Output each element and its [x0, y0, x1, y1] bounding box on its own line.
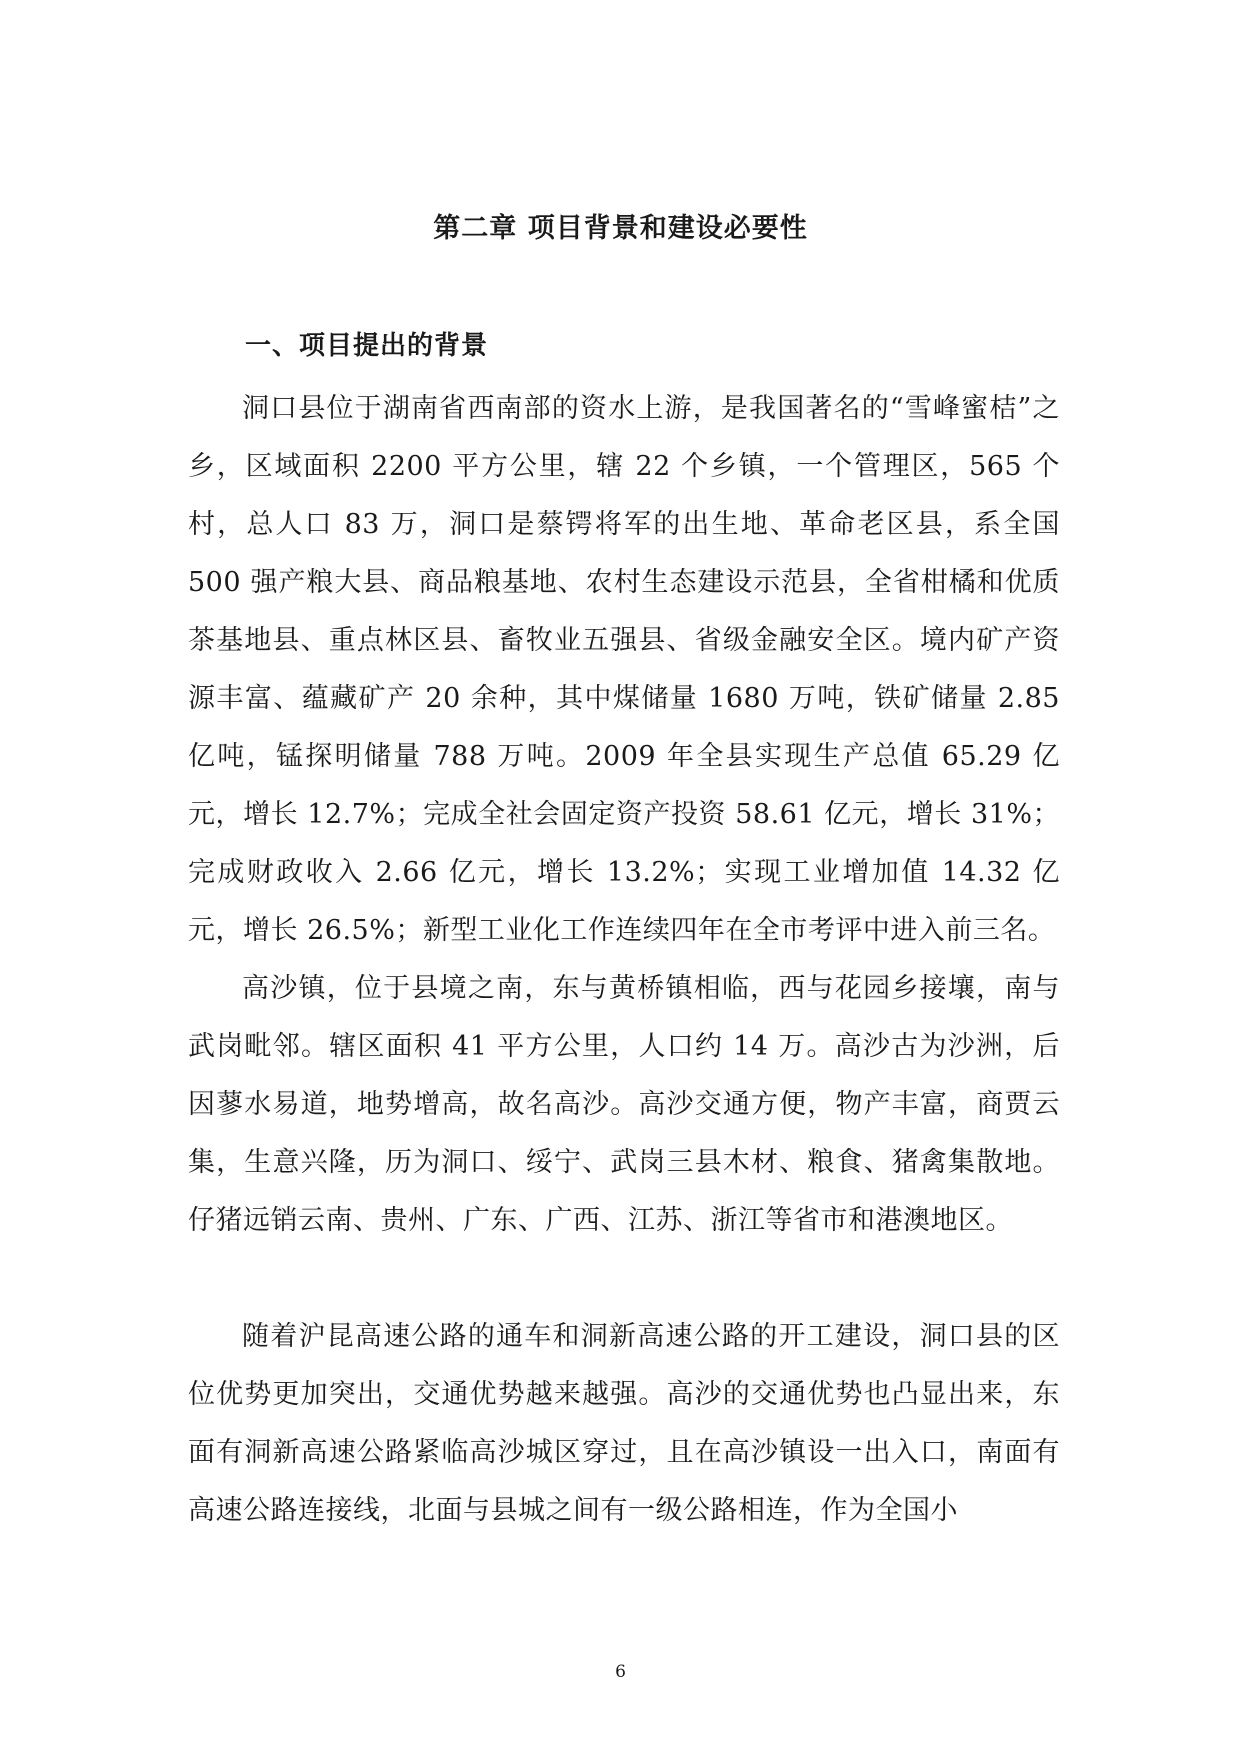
body-paragraph: 洞口县位于湖南省西南部的资水上游，是我国著名的“雪峰蜜桔”之乡，区域面积 2200 平方公里，辖 22 个乡镇，一个管理区，565 个村，总人口 83 万，洞口是蔡锷将军的出生地、革命老区县，系全国 500 强产粮大县、商品粮基地、农村生态建设示范县，全省柑橘和优质茶基地县、重点林区县、畜牧业五强县、省级金融安全区。境内矿产资源丰富、蕴藏矿产 20 余种，其中煤储量 1680 万吨，铁矿储量 2.85 亿吨，锰探明储量 788 万吨。2009 年全县实现生产总值 65.29 亿元，增长 12.7%；完成全社会固定资产投资 58.61 亿元，增长 31%；完成财政收入 2.66 亿元，增长 13.2%；实现工业增加值 14.32 亿元，增长 26.5%；新型工业化工作连续四年在全市考评中进入前三名。 — [188, 393, 1060, 946]
section-heading: 一、项目提出的背景 — [245, 331, 489, 361]
body-paragraph: 随着沪昆高速公路的通车和洞新高速公路的开工建设，洞口县的区位优势更加突出，交通优势越来越强。高沙的交通优势也凸显出来，东面有洞新高速公路紧临高沙城区穿过，且在高沙镇设一出入口，南面有高速公路连接线，北面与县城之间有一级公路相连，作为全国小 — [188, 1321, 1060, 1526]
body-paragraph: 高沙镇，位于县境之南，东与黄桥镇相临，西与花园乡接壤，南与武岗毗邻。辖区面积 41 平方公里，人口约 14 万。高沙古为沙洲，后因蓼水易道，地势增高，故名高沙。高沙交通方便，物产丰富，商贾云集，生意兴隆，历为洞口、绥宁、武岗三县木材、粮食、猪禽集散地。仔猪远销云南、贵州、广东、广西、江苏、浙江等省市和港澳地区。 — [188, 973, 1060, 1236]
chapter-title: 第二章 项目背景和建设必要性 — [433, 213, 808, 244]
page-number: 6 — [615, 1662, 626, 1682]
